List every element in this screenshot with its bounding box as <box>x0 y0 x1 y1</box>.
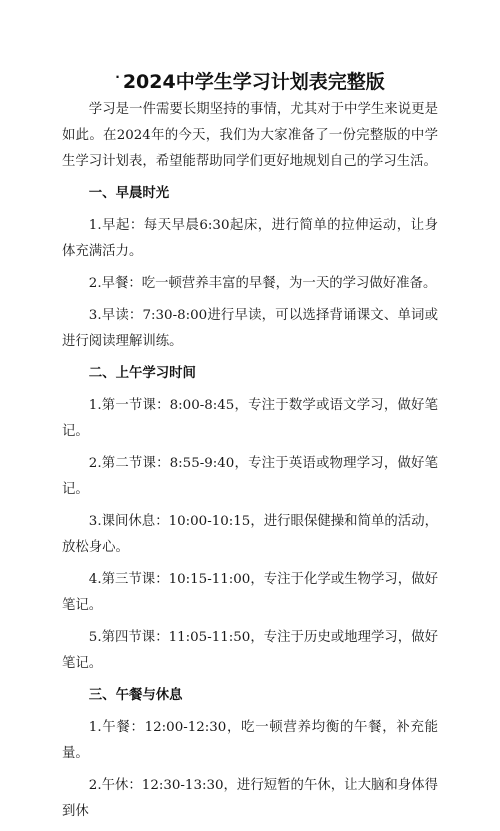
lunch-item-2: 2.午休：12:30-13:30，进行短暂的午休，让大脑和身体得到休 <box>62 778 438 819</box>
document-title <box>0 70 500 94</box>
title-mark: · <box>115 70 120 84</box>
forenoon-item-2: 2.第二节课：8:55-9:40，专注于英语或物理学习，做好笔记。 <box>62 456 438 497</box>
morning-item-3: 3.早读：7:30-8:00进行早读，可以选择背诵课文、单词或进行阅读理解训练。 <box>62 308 438 349</box>
intro-paragraph: 学习是一件需要长期坚持的事情，尤其对于中学生来说更是如此。在2024年的今天，我们为大家准备了一份完整版的中学生学习计划表，希望能帮助同学们更好地规划自己的学习生活。 <box>62 102 438 169</box>
section-heading-lunch: 三、午餐与休息 <box>88 688 183 703</box>
forenoon-item-4: 4.第三节课：10:15-11:00，专注于化学或生物学习，做好笔记。 <box>62 572 438 613</box>
section-heading-forenoon: 二、上午学习时间 <box>88 366 196 381</box>
morning-item-1: 1.早起：每天早晨6:30起床，进行简单的拉伸运动，让身体充满活力。 <box>62 218 438 259</box>
forenoon-item-5: 5.第四节课：11:05-11:50，专注于历史或地理学习，做好笔记。 <box>62 630 438 671</box>
document-body <box>62 97 438 831</box>
section-heading-morning: 一、早晨时光 <box>88 186 170 201</box>
morning-item-2: 2.早餐：吃一顿营养丰富的早餐，为一天的学习做好准备。 <box>88 276 437 291</box>
forenoon-item-1: 1.第一节课：8:00-8:45，专注于数学或语文学习，做好笔记。 <box>62 398 438 439</box>
title-text: 2024中学生学习计划表完整版 <box>122 71 385 93</box>
forenoon-item-3: 3.课间休息：10:00-10:15，进行眼保健操和简单的活动，放松身心。 <box>62 514 438 555</box>
lunch-item-1: 1.午餐：12:00-12:30，吃一顿营养均衡的午餐，补充能量。 <box>62 720 438 761</box>
